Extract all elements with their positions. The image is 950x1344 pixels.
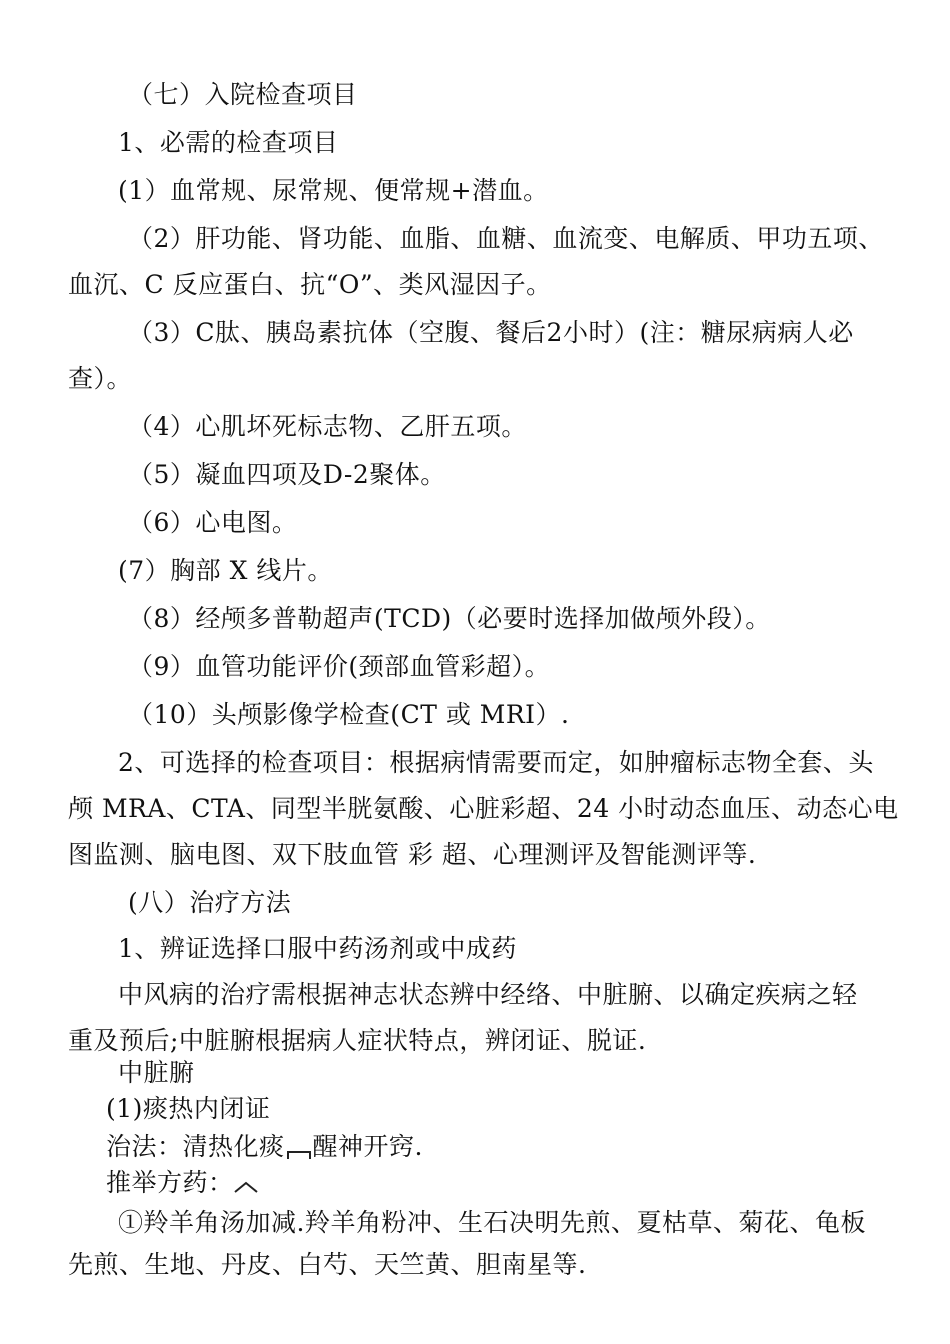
item-3-line-1: （3）C肽、胰岛素抗体（空腹、餐后2小时）(注：糖尿病病人必 xyxy=(128,318,854,347)
optional-items-line-3: 图监测、脑电图、双下肢血管 彩 超、心理测评及智能测评等. xyxy=(68,840,757,869)
item-10: （10）头颅影像学检查(CT 或 MRI）. xyxy=(128,700,570,729)
item-6: （6）心电图。 xyxy=(128,508,298,537)
section-8-heading: (八）治疗方法 xyxy=(128,888,292,917)
treatment-paragraph-line-2: 重及预后;中脏腑根据病人症状特点，辨闭证、脱证. xyxy=(68,1026,647,1055)
formula-line-2: 先煎、生地、丹皮、白芍、天竺黄、胆南星等. xyxy=(68,1250,587,1279)
zhongzangfu-label: 中脏腑 xyxy=(118,1058,195,1087)
treatment-subheading: 1、辨证选择口服中药汤剂或中成药 xyxy=(118,934,517,963)
formula-label: 推举方药： xyxy=(106,1168,234,1197)
item-3-line-2: 查）。 xyxy=(68,364,133,393)
item-8: （8）经颅多普勒超声(TCD)（必要时选择加做颅外段）。 xyxy=(128,604,771,633)
item-1: (1）血常规、尿常规、便常规+潜血。 xyxy=(118,176,549,205)
optional-items-line-1: 2、可选择的检查项目：根据病情需要而定，如肿瘤标志物全套、头 xyxy=(118,748,874,777)
item-4: （4）心肌坏死标志物、乙肝五项。 xyxy=(128,412,527,441)
formula-label-line xyxy=(106,1166,256,1200)
formula-line-1: ①羚羊角汤加减.羚羊角粉冲、生石决明先煎、夏枯草、菊花、龟板 xyxy=(118,1208,866,1237)
item-7: (7）胸部 X 线片。 xyxy=(118,556,333,585)
required-items-heading: 1、必需的检查项目 xyxy=(118,128,339,157)
pattern-1-heading: (1)痰热内闭证 xyxy=(106,1094,271,1123)
section-7-heading: （七）入院检查项目 xyxy=(128,80,358,109)
treatment-method-part-2: 醒神开窍. xyxy=(312,1132,423,1161)
caret-mark-icon xyxy=(234,1180,256,1190)
treatment-paragraph-line-1: 中风病的治疗需根据神志状态辨中经络、中脏腑、以确定疾病之轻 xyxy=(118,980,858,1009)
item-2-line-1: （2）肝功能、肾功能、血脂、血糖、血流变、电解质、甲功五项、 xyxy=(128,224,884,253)
treatment-method-line xyxy=(106,1130,423,1164)
item-9: （9）血管功能评价(颈部血管彩超）。 xyxy=(128,652,551,681)
treatment-method-part-1: 治法：清热化痰 xyxy=(106,1132,285,1161)
item-2-line-2: 血沉、C 反应蛋白、抗“O”、类风湿因子。 xyxy=(68,270,552,299)
bracket-mark-icon xyxy=(287,1151,311,1159)
optional-items-line-2: 颅 MRA、CTA、同型半胱氨酸、心脏彩超、24 小时动态血压、动态心电 xyxy=(68,794,899,823)
item-5: （5）凝血四项及D-2聚体。 xyxy=(128,460,446,489)
